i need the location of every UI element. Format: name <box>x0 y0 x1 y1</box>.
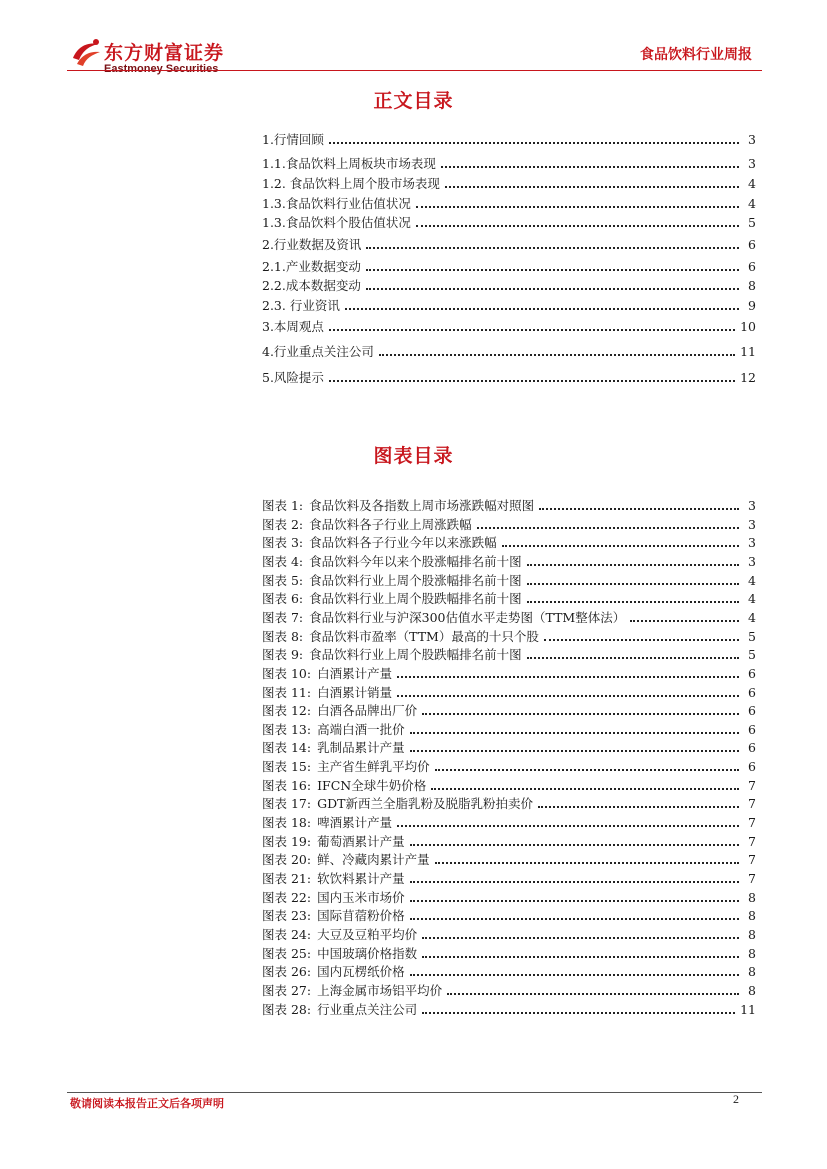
leader-dots <box>397 676 739 678</box>
figure-entry[interactable] <box>262 572 756 590</box>
toc-entry[interactable] <box>262 236 756 254</box>
toc-entry-label: 5.风险提示 <box>262 370 324 385</box>
leader-dots <box>527 601 739 603</box>
figure-entry-page: 8 <box>748 964 756 979</box>
figure-entry-page: 3 <box>748 498 756 513</box>
toc-entry-page: 3 <box>748 132 756 147</box>
leader-dots <box>366 247 739 249</box>
toc-entry-page: 9 <box>748 298 756 313</box>
figure-entry[interactable] <box>262 814 756 832</box>
leader-dots <box>329 142 739 144</box>
figure-entry-label: 食品饮料行业上周个股跌幅排名前十图 <box>309 647 522 662</box>
figure-entry-label: 食品饮料各子行业上周涨跌幅 <box>309 517 472 532</box>
figure-entry[interactable] <box>262 497 756 515</box>
figure-entry-label: 白酒各品牌出厂价 <box>317 703 418 718</box>
toc-entry-label: 1.行情回顾 <box>262 132 324 147</box>
leader-dots <box>410 750 739 752</box>
figure-entry-page: 6 <box>748 685 756 700</box>
figure-entry-prefix: 图表 11: <box>262 685 312 700</box>
leader-dots <box>379 354 735 356</box>
leader-dots <box>544 639 739 641</box>
figure-entry-prefix: 图表 16: <box>262 778 312 793</box>
toc-entry-label: 1.1.食品饮料上周板块市场表现 <box>262 156 436 171</box>
figure-entry[interactable] <box>262 870 756 888</box>
figure-entry-prefix: 图表 17: <box>262 796 312 811</box>
figure-entry-page: 5 <box>748 647 756 662</box>
figure-entry[interactable] <box>262 684 756 702</box>
figure-entry-label: 食品饮料行业上周个股涨幅排名前十图 <box>309 573 522 588</box>
toc-title: 正文目录 <box>373 90 454 112</box>
figure-entry[interactable] <box>262 907 756 925</box>
figure-entry-label: 啤酒累计产量 <box>317 815 393 830</box>
figure-entry[interactable] <box>262 702 756 720</box>
leader-dots <box>416 225 739 227</box>
figure-entry[interactable] <box>262 945 756 963</box>
leader-dots <box>410 881 739 883</box>
figure-entry-label: 乳制品累计产量 <box>317 740 405 755</box>
figure-entry-page: 8 <box>748 946 756 961</box>
figure-entry[interactable] <box>262 963 756 981</box>
figure-entry-prefix: 图表 4: <box>262 554 304 569</box>
leader-dots <box>366 288 739 290</box>
leader-dots <box>431 788 739 790</box>
brand-logo <box>70 36 245 80</box>
leader-dots <box>416 206 739 208</box>
figure-entry-prefix: 图表 27: <box>262 983 312 998</box>
toc-entry-page: 3 <box>748 156 756 171</box>
figure-entry[interactable] <box>262 609 756 627</box>
toc-entry-label: 2.2.成本数据变动 <box>262 278 361 293</box>
brand-name-cn: 东方财富证券 <box>104 42 225 64</box>
figure-entry-label: 食品饮料市盈率（TTM）最高的十只个股 <box>309 629 539 644</box>
figure-entry-page: 7 <box>748 815 756 830</box>
toc-entry[interactable] <box>262 131 756 149</box>
toc-entry-page: 4 <box>748 196 756 211</box>
toc-entry[interactable] <box>262 318 756 336</box>
figure-entry[interactable] <box>262 982 756 1000</box>
toc-entry[interactable] <box>262 175 756 193</box>
figures-title: 图表目录 <box>373 445 454 467</box>
toc-entry-page: 8 <box>748 278 756 293</box>
figure-entry[interactable] <box>262 1001 756 1019</box>
toc-entry-label: 1.2. 食品饮料上周个股市场表现 <box>262 176 440 191</box>
toc-entry-label: 2.3. 行业资讯 <box>262 298 340 313</box>
figure-entry-label: 大豆及豆粕平均价 <box>317 927 418 942</box>
figure-entry-page: 8 <box>748 927 756 942</box>
figure-entry-prefix: 图表 3: <box>262 535 304 550</box>
figure-entry-prefix: 图表 9: <box>262 647 304 662</box>
leader-dots <box>435 769 739 771</box>
figure-entry[interactable] <box>262 758 756 776</box>
figure-entry-page: 8 <box>748 983 756 998</box>
leader-dots <box>410 844 739 846</box>
figure-entry-page: 3 <box>748 554 756 569</box>
figure-entry-prefix: 图表 28: <box>262 1002 312 1017</box>
leader-dots <box>435 862 739 864</box>
figure-entry[interactable] <box>262 646 756 664</box>
leader-dots <box>329 380 735 382</box>
toc-entry[interactable] <box>262 277 756 295</box>
figure-entry-prefix: 图表 6: <box>262 591 304 606</box>
leader-dots <box>345 308 739 310</box>
report-type: 食品饮料行业周报 <box>640 47 752 63</box>
eastmoney-logo-icon <box>70 36 104 70</box>
figure-entry-label: 食品饮料今年以来个股涨幅排名前十图 <box>309 554 522 569</box>
figure-entry-page: 7 <box>748 834 756 849</box>
toc-entry[interactable] <box>262 369 756 387</box>
leader-dots <box>422 1012 735 1014</box>
figure-entry[interactable] <box>262 534 756 552</box>
figure-entry-prefix: 图表 1: <box>262 498 304 513</box>
figure-entry-label: 鲜、冷藏肉累计产量 <box>317 852 430 867</box>
figure-entry-prefix: 图表 12: <box>262 703 312 718</box>
figure-entry-label: 葡萄酒累计产量 <box>317 834 405 849</box>
figure-entry-page: 4 <box>748 591 756 606</box>
figure-entry-prefix: 图表 2: <box>262 517 304 532</box>
figure-entry-prefix: 图表 25: <box>262 946 312 961</box>
figure-entry-prefix: 图表 26: <box>262 964 312 979</box>
page-number: 2 <box>733 1092 739 1106</box>
leader-dots <box>397 695 739 697</box>
leader-dots <box>477 527 739 529</box>
leader-dots <box>441 166 739 168</box>
figure-entry-page: 4 <box>748 610 756 625</box>
figure-entry[interactable] <box>262 721 756 739</box>
figure-entry-prefix: 图表 24: <box>262 927 312 942</box>
figure-entry-page: 7 <box>748 852 756 867</box>
leader-dots <box>366 269 739 271</box>
figure-entry-label: 食品饮料各子行业今年以来涨跌幅 <box>309 535 497 550</box>
figure-entry-prefix: 图表 22: <box>262 890 312 905</box>
figure-entry-label: 国际苜蓿粉价格 <box>317 908 405 923</box>
figure-entry-page: 6 <box>748 722 756 737</box>
figure-entry-label: IFCN全球牛奶价格 <box>317 778 427 793</box>
leader-dots <box>410 918 739 920</box>
figure-entry[interactable] <box>262 851 756 869</box>
leader-dots <box>539 508 739 510</box>
figure-entry-prefix: 图表 13: <box>262 722 312 737</box>
leader-dots <box>422 956 739 958</box>
figure-entry[interactable] <box>262 739 756 757</box>
toc-entry-page: 4 <box>748 176 756 191</box>
figure-entry-label: GDT新西兰全脂乳粉及脱脂乳粉拍卖价 <box>317 796 533 811</box>
toc-entry-label: 3.本周观点 <box>262 319 324 334</box>
leader-dots <box>422 713 739 715</box>
figure-entry-page: 7 <box>748 871 756 886</box>
figure-entry-page: 4 <box>748 573 756 588</box>
figure-entry-page: 11 <box>740 1002 756 1017</box>
figure-entry-label: 高端白酒一批价 <box>317 722 405 737</box>
figure-entry-label: 白酒累计销量 <box>317 685 393 700</box>
figure-entry-prefix: 图表 5: <box>262 573 304 588</box>
leader-dots <box>410 732 739 734</box>
figure-entry-label: 食品饮料及各指数上周市场涨跌幅对照图 <box>309 498 535 513</box>
figure-entry-label: 主产省生鲜乳平均价 <box>317 759 430 774</box>
leader-dots <box>445 186 739 188</box>
page-header <box>0 0 827 90</box>
figure-entry-prefix: 图表 19: <box>262 834 312 849</box>
figure-entry[interactable] <box>262 590 756 608</box>
figure-entry-page: 6 <box>748 740 756 755</box>
figure-entry-page: 6 <box>748 759 756 774</box>
toc-entry-label: 1.3.食品饮料个股估值状况 <box>262 215 411 230</box>
figure-entry-page: 7 <box>748 778 756 793</box>
figure-entry-label: 软饮料累计产量 <box>317 871 405 886</box>
leader-dots <box>410 900 739 902</box>
figure-entry-page: 3 <box>748 535 756 550</box>
toc-entry-page: 5 <box>748 215 756 230</box>
figure-entry-prefix: 图表 23: <box>262 908 312 923</box>
toc-entry[interactable] <box>262 155 756 173</box>
figure-entry-label: 行业重点关注公司 <box>317 1002 418 1017</box>
toc-entry[interactable] <box>262 214 756 232</box>
figure-entry-prefix: 图表 18: <box>262 815 312 830</box>
figure-entry-label: 食品饮料行业与沪深300估值水平走势图（TTM整体法） <box>309 610 626 625</box>
figure-entry-prefix: 图表 14: <box>262 740 312 755</box>
footer-disclaimer: 敬请阅读本报告正文后各项声明 <box>70 1097 224 1110</box>
leader-dots <box>422 937 739 939</box>
leader-dots <box>329 329 735 331</box>
figure-entry-page: 6 <box>748 703 756 718</box>
footer-divider <box>67 1092 762 1093</box>
toc-entry-page: 12 <box>740 370 756 385</box>
toc-entry-page: 6 <box>748 259 756 274</box>
toc-entry[interactable] <box>262 258 756 276</box>
toc-entry-label: 4.行业重点关注公司 <box>262 344 374 359</box>
figure-entry-page: 3 <box>748 517 756 532</box>
toc-entry-page: 10 <box>740 319 756 334</box>
toc-entry-label: 2.1.产业数据变动 <box>262 259 361 274</box>
figure-entry-page: 8 <box>748 908 756 923</box>
figure-entry-prefix: 图表 15: <box>262 759 312 774</box>
figure-entry[interactable] <box>262 665 756 683</box>
leader-dots <box>527 657 739 659</box>
figure-entry-page: 7 <box>748 796 756 811</box>
figure-entry[interactable] <box>262 628 756 646</box>
header-divider <box>67 70 762 71</box>
figure-entry[interactable] <box>262 516 756 534</box>
figure-entry-label: 中国玻璃价格指数 <box>317 946 418 961</box>
figure-entry[interactable] <box>262 795 756 813</box>
toc-entry-page: 6 <box>748 237 756 252</box>
toc-entry-page: 11 <box>740 344 756 359</box>
figure-entry-label: 白酒累计产量 <box>317 666 393 681</box>
toc-entry[interactable] <box>262 195 756 213</box>
toc-entry[interactable] <box>262 343 756 361</box>
figure-entry-prefix: 图表 7: <box>262 610 304 625</box>
figure-entry-page: 5 <box>748 629 756 644</box>
figure-entry-prefix: 图表 8: <box>262 629 304 644</box>
leader-dots <box>538 806 739 808</box>
figure-entry-label: 上海金属市场铝平均价 <box>317 983 443 998</box>
figure-entry[interactable] <box>262 889 756 907</box>
figure-entry[interactable] <box>262 553 756 571</box>
figure-entry-prefix: 图表 21: <box>262 871 312 886</box>
toc-entry-label: 1.3.食品饮料行业估值状况 <box>262 196 411 211</box>
figure-entry-page: 6 <box>748 666 756 681</box>
figure-entry-label: 国内玉米市场价 <box>317 890 405 905</box>
leader-dots <box>410 974 739 976</box>
toc-entry[interactable] <box>262 297 756 315</box>
leader-dots <box>630 620 739 622</box>
figure-entry-prefix: 图表 10: <box>262 666 312 681</box>
leader-dots <box>502 545 739 547</box>
figure-entry-page: 8 <box>748 890 756 905</box>
figure-entry-label: 国内瓦楞纸价格 <box>317 964 405 979</box>
figure-entry[interactable] <box>262 926 756 944</box>
brand-name-en: Eastmoney Securities <box>104 63 219 75</box>
figure-entry[interactable] <box>262 777 756 795</box>
toc-entry-label: 2.行业数据及资讯 <box>262 237 362 252</box>
figure-entry[interactable] <box>262 833 756 851</box>
leader-dots <box>527 564 739 566</box>
leader-dots <box>397 825 739 827</box>
figure-entry-label: 食品饮料行业上周个股跌幅排名前十图 <box>309 591 522 606</box>
figure-entry-prefix: 图表 20: <box>262 852 312 867</box>
leader-dots <box>527 583 739 585</box>
leader-dots <box>447 993 739 995</box>
